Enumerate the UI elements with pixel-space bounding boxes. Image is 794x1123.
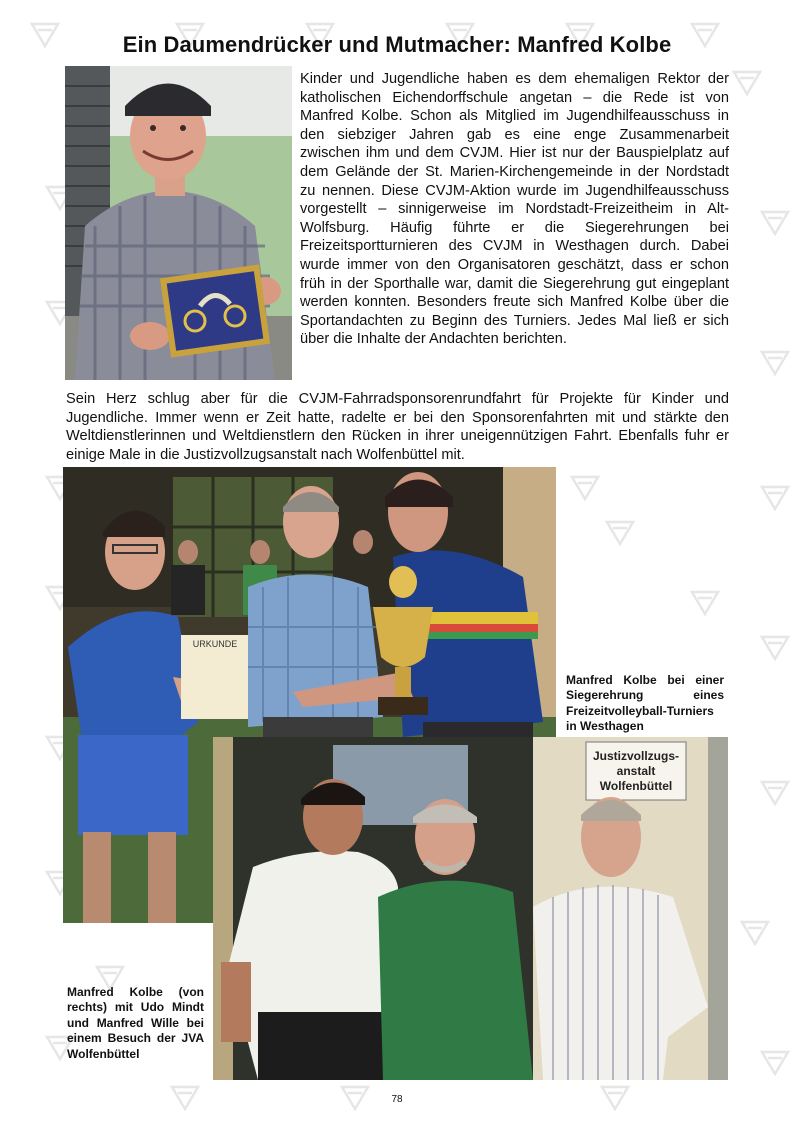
watermark-logo-icon (605, 520, 635, 546)
watermark-logo-icon (760, 350, 790, 376)
watermark-logo-icon (690, 590, 720, 616)
portrait-photo (65, 66, 292, 380)
watermark-logo-icon (740, 920, 770, 946)
watermark-logo-icon (570, 475, 600, 501)
watermark-logo-icon (732, 70, 762, 96)
sign-line-1: Justizvollzugs- (592, 749, 680, 763)
watermark-logo-icon (760, 780, 790, 806)
watermark-logo-icon (760, 1050, 790, 1076)
sign-line-3: Wolfenbüttel (599, 779, 673, 793)
ceremony-caption: Manfred Kolbe bei einer Siegerehrung eines Freizeitvolleyball-Turniers in Westhagen (566, 673, 724, 734)
page-title: Ein Daumendrücker und Mutmacher: Manfred Kolbe (122, 32, 672, 57)
jva-caption: Manfred Kolbe (von rechts) mit Udo Mindt und Manfred Wille bei einem Besuch der JVA Wolfenbüttel (67, 985, 204, 1061)
watermark-logo-icon (760, 485, 790, 511)
jva-visit-photo (213, 737, 728, 1080)
watermark-logo-icon (760, 210, 790, 236)
page-number: 78 (391, 1094, 403, 1105)
certificate-label: URKUNDE (192, 639, 238, 649)
sign-line-2: anstalt (616, 764, 656, 778)
intro-paragraph: Kinder und Jugendliche haben es dem ehemaligen Rektor der katholischen Eichendorffschule angetan – die Rede ist von Manfred Kolbe. Schon als Mitglied im Jugendhilfeausschuss in den siebziger Jahren gab es eine enge Zusammenarbeit zwischen ihm und dem CVJM. Hier ist nur der Bauspielplatz auf dem Gelände der St. Marien-Kirchengemeinde in der Nordstadt zu nennen. Diese CVJM-Aktion wurde im Jugendhilfeausschuss vorgestellt – sinnigerweise im Nordstadt-Freizeitheim in Alt-Wolfsburg. Häufig führte er die Siegerehrungen bei Freizeitsportturnieren des CVJM in Westhagen durch. Dabei wurde immer von den Organisatoren geschätzt, dass er schon früh in der Sporthalle war, damit die Siegerehrung gut eingeplant werden konnten. Besonders freute sich Manfred Kolbe über die Sportandachten zu Beginn des Turniers. Jedes Mal ließ er sich über die Inhalte der Andachten berichten. (300, 71, 729, 348)
body-paragraph: Sein Herz schlug aber für die CVJM-Fahrradsponsorenrundfahrt für Projekte für Kinder und Jugendliche. Immer wenn er Zeit hatte, radelte er bei den Sponsorenfahrten mit und stärkte den Weltdienstlerinnen und Weltdienstlern den Rücken in ihrer uneigennützigen Fahrt. Ebenfalls fuhr er einige Male in die Justizvollzugsanstalt nach Wolfenbüttel mit. (66, 391, 729, 463)
watermark-logo-icon (760, 635, 790, 661)
